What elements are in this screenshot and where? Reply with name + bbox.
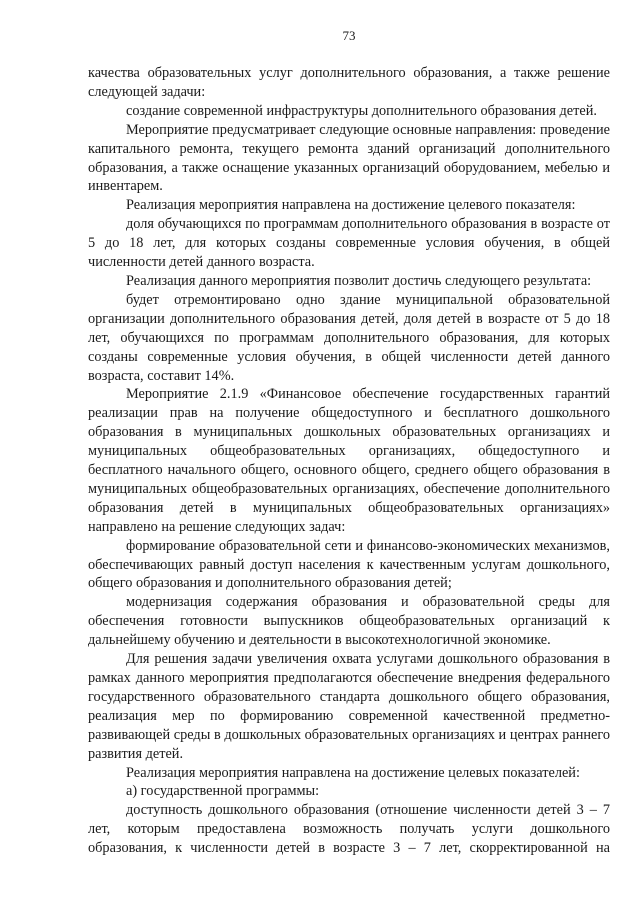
paragraph: доступность дошкольного образования (отношение численности детей 3 – 7 лет, которым предоставлена возможность получать услуги дошкольного образования, к численности детей в возрасте 3 – 7 лет, скорректированной на bbox=[88, 802, 610, 857]
paragraph: а) государственной программы: bbox=[126, 783, 320, 800]
document-body bbox=[88, 64, 610, 858]
paragraph: Мероприятие предусматривает следующие основные направления: проведение капитального ремонта, текущего ремонта зданий организаций дополнительного образования, а также оснащение указанных организаций оборудованием, мебелью и инвентарем. bbox=[88, 121, 610, 195]
paragraph: будет отремонтировано одно здание муниципальной образовательной организации дополнительного образования детей, доля детей в возрасте от 5 до 18 лет, обучающихся по программам дополнительного образования, для которых созданы современные условия обучения, в общей численности детей данного возраста, составит 14%. bbox=[88, 291, 610, 384]
paragraph: Реализация мероприятия направлена на достижение целевого показателя: bbox=[126, 197, 576, 214]
paragraph: доля обучающихся по программам дополнительного образования в возрасте от 5 до 18 лет, для которых созданы современные условия обучения, в общей численности детей данного возраста. bbox=[88, 216, 610, 271]
paragraph: модернизация содержания образования и образовательной среды для обеспечения готовности выпускников общеобразовательных организаций к дальнейшему обучению и деятельности в высокотехнологичной экономике. bbox=[88, 594, 610, 649]
paragraph: формирование образовательной сети и финансово-экономических механизмов, обеспечивающих равный доступ населения к качественным услугам дошкольного, общего образования и дополнительного образования детей; bbox=[88, 537, 610, 592]
paragraph: Мероприятие 2.1.9 «Финансовое обеспечение государственных гарантий реализации прав на получение общедоступного и бесплатного дошкольного образования в муниципальных дошкольных образовательных организациях и муниципальных общеобразовательных организациях, общедоступного и бесплатного начального общего, основного общего, среднего общего образования в муниципальных общеобразовательных организациях, обеспечение дополнительного образования детей в муниципальных общеобразовательных организациях» направлено на решение следующих задач: bbox=[88, 386, 610, 535]
paragraph: Реализация мероприятия направлена на достижение целевых показателей: bbox=[126, 764, 580, 781]
paragraph: создание современной инфраструктуры дополнительного образования детей. bbox=[126, 102, 597, 119]
page-number: 73 bbox=[342, 28, 356, 43]
paragraph: Реализация данного мероприятия позволит достичь следующего результата: bbox=[126, 272, 592, 289]
paragraph: качества образовательных услуг дополнительного образования, а также решение следующей задачи: bbox=[88, 65, 610, 100]
paragraph: Для решения задачи увеличения охвата услугами дошкольного образования в рамках данного мероприятия предполагаются обеспечение внедрения федерального государственного образовательного стандарта дошкольного общего образования, реализация мер по формированию современной качественной предметно-развивающей среды в дошкольных образовательных организациях и центрах раннего развития детей. bbox=[88, 651, 610, 762]
